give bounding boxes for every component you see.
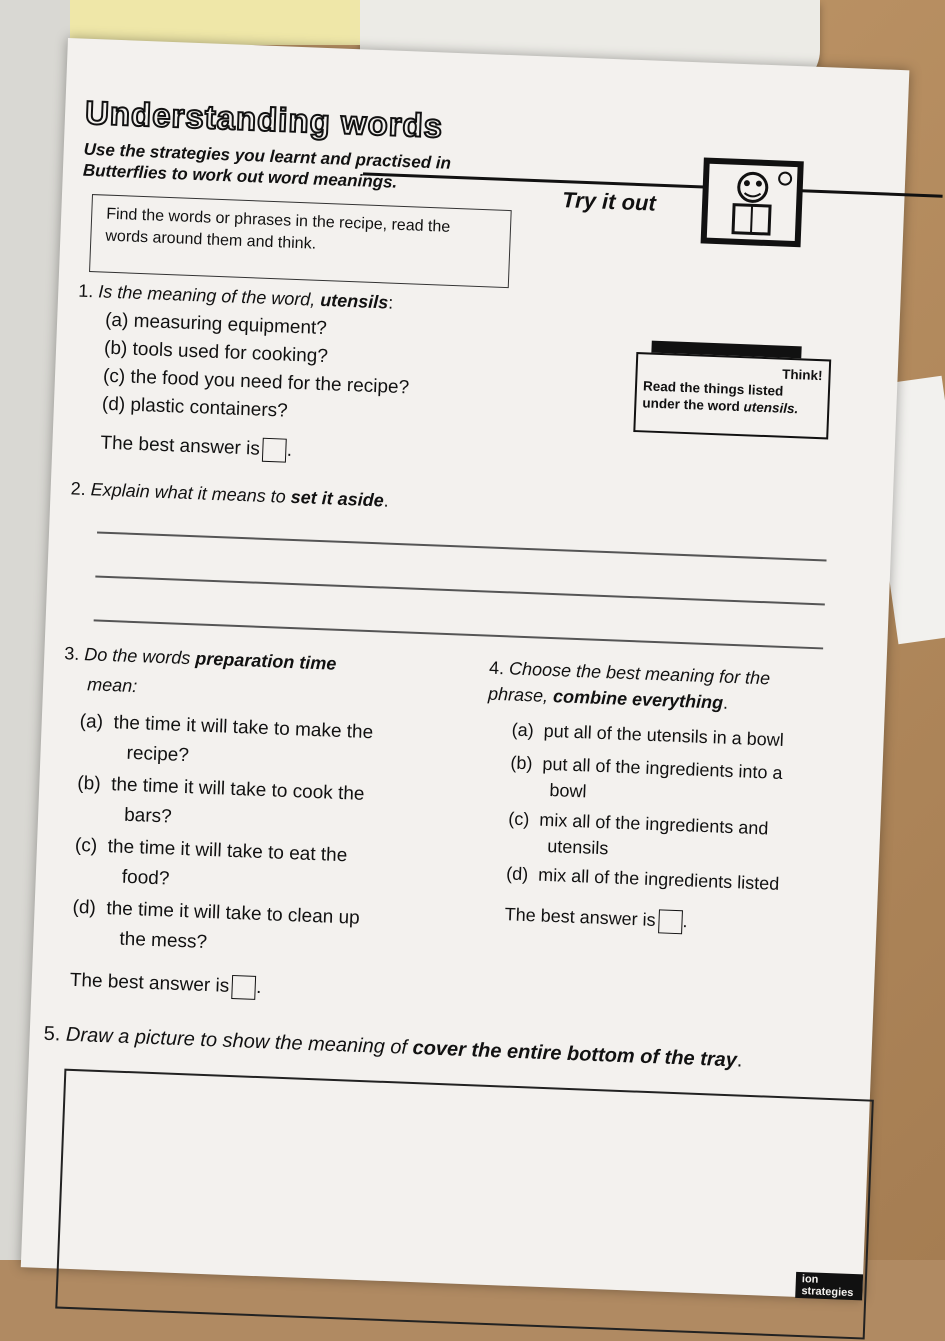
option-letter: (b): [510, 752, 533, 774]
option-text: the time it will take to make the: [113, 712, 374, 744]
option-letter: (d): [72, 896, 97, 919]
question-number: 2.: [70, 478, 87, 500]
worksheet-page: [21, 38, 910, 1299]
answer-box[interactable]: [262, 438, 287, 463]
question-suffix: mean:: [86, 674, 138, 697]
question-number: 1.: [77, 280, 94, 302]
q1-option-d: (d) plastic containers?: [101, 393, 289, 422]
option-text-cont: bars?: [123, 804, 173, 828]
option-letter: (a): [511, 719, 535, 741]
q3-option-d: [71, 893, 360, 964]
question-3: [63, 638, 455, 713]
option-text-cont: utensils: [546, 836, 609, 859]
question-5: [43, 1023, 743, 1073]
think-line-1: Read the things listed: [642, 378, 784, 399]
q4-option-a: [511, 720, 842, 754]
question-text: Choose the best meaning for the phrase,: [487, 658, 771, 706]
think-title: Think!: [781, 366, 823, 384]
heading: Understanding words: [84, 93, 444, 145]
question-number: 4.: [488, 657, 505, 679]
q3-option-a: [78, 707, 374, 778]
question-1: [78, 281, 394, 314]
think-box: [633, 352, 831, 439]
question-4: [488, 655, 830, 720]
key-phrase: cover the entire bottom of the tray: [412, 1036, 738, 1072]
key-phrase: preparation time: [195, 648, 337, 674]
q1-option-a: (a) measuring equipment?: [104, 309, 328, 340]
footer-label: ion strategies: [795, 1272, 863, 1301]
key-phrase: combine everything: [552, 686, 724, 713]
q3-option-c: [73, 831, 348, 901]
option-text: mix all of the ingredients listed: [537, 864, 780, 894]
drawing-area[interactable]: [55, 1069, 874, 1340]
question-suffix: .: [383, 490, 390, 511]
option-letter: (c): [74, 834, 98, 857]
option-letter: (a): [79, 710, 104, 733]
question-text: Do the words: [84, 644, 191, 669]
key-word: utensils: [319, 289, 389, 313]
answer-line-1[interactable]: [97, 531, 827, 561]
answer-box[interactable]: [658, 909, 683, 934]
q4-option-b: [509, 750, 841, 815]
option-letter: (c): [507, 808, 530, 830]
option-text-cont: food?: [121, 866, 170, 890]
option-letter: (b): [76, 772, 102, 795]
q4-option-c: [507, 805, 839, 870]
question-suffix: :: [387, 292, 394, 313]
answer-label: The best answer is: [69, 969, 230, 997]
question-text: Is the meaning of the word,: [97, 281, 316, 310]
answer-box[interactable]: [232, 975, 257, 1000]
question-text: Explain what it means to: [90, 479, 287, 507]
question-suffix: .: [722, 692, 729, 713]
think-line-2-prefix: under the word: [642, 395, 741, 415]
question-suffix: .: [736, 1049, 743, 1072]
answer-label: The best answer is: [100, 432, 261, 460]
option-text: the time it will take to cook the: [110, 774, 365, 805]
question-number: 3.: [63, 643, 80, 664]
option-text: put all of the utensils in a bowl: [543, 720, 785, 750]
q1-option-b: (b) tools used for cooking?: [103, 337, 329, 368]
q1-answer: The best answer is .: [100, 432, 293, 461]
key-phrase: set it aside: [290, 486, 385, 511]
sticky-note: [70, 0, 360, 45]
try-it-out-label: Try it out: [561, 187, 657, 216]
q3-option-b: [76, 769, 365, 840]
question-number: 5.: [43, 1022, 61, 1046]
answer-line-2[interactable]: [95, 575, 825, 605]
option-text: mix all of the ingredients and: [538, 809, 769, 839]
q1-option-c: (c) the food you need for the recipe?: [102, 365, 410, 399]
q3-answer: The best answer is .: [69, 969, 262, 999]
option-text: the time it will take to eat the: [107, 836, 348, 867]
think-line-2-word: utensils.: [743, 399, 799, 417]
intro-text: Use the strategies you learnt and practised in Butterflies to work out word meanings.: [82, 139, 452, 192]
option-letter: (d): [505, 863, 529, 885]
option-text: put all of the ingredients into a: [542, 753, 783, 783]
option-text-cont: recipe?: [126, 742, 190, 767]
q4-option-d: [506, 863, 837, 897]
question-text: Draw a picture to show the meaning of: [65, 1023, 408, 1059]
answer-label: The best answer is: [504, 904, 657, 930]
instruction-box: Find the words or phrases in the recipe, read the words around them and think.: [89, 194, 512, 288]
reading-frog-icon: [701, 157, 804, 247]
option-text-cont: bowl: [549, 780, 587, 802]
q4-answer: The best answer is .: [504, 903, 688, 934]
question-2: [70, 478, 389, 511]
option-text: the time it will take to clean up: [106, 898, 361, 929]
option-text-cont: the mess?: [119, 928, 208, 953]
